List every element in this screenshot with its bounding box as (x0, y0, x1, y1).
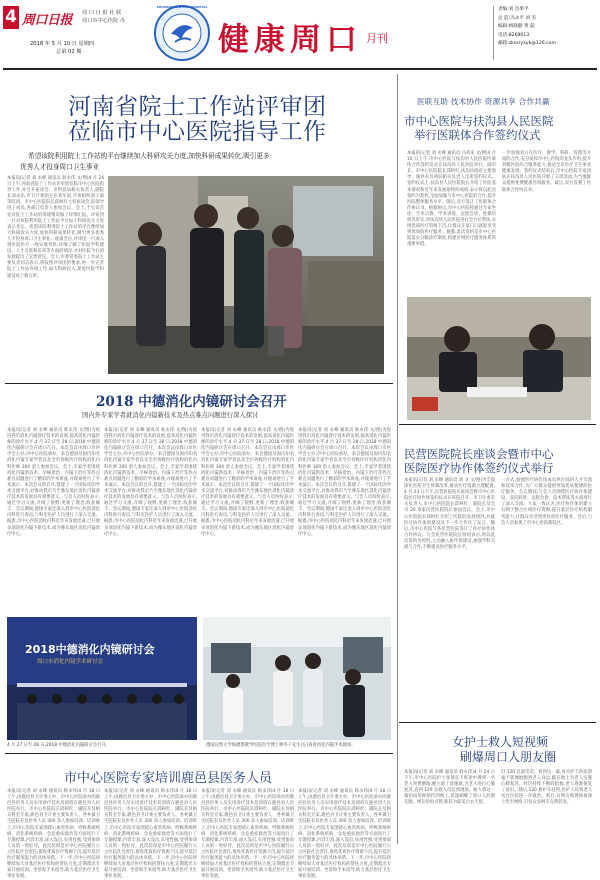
section-title: 健康周口 (218, 22, 362, 58)
article1-photo (108, 176, 384, 374)
left-divider-1 (5, 383, 393, 384)
right-top-body-col1: 本报讯(记者 刘 永峰 通讯员 马鸿来 文/图)4 月 10 日上午,市中心医院与扶沟县人民医院医联体合作签约仪式在扶沟县人民医院举行。副市长、市中心医院院长邱柯红,扶沟县政府主要领导、副县长及两院相关负责人出席签约仪式。签约仪式上,扶沟县人民医院院长介绍了医院基本情况和近年来发展取得的成绩,表示将以此次签约为契机,全面加强与市中心医院的合作,提升医院整体服务水平。随后,双方签订了医联体合作协议书。根据协议,市中心医院将通过专家坐诊、手术示教、学术讲座、远程会诊、进修培训等形式,对扶沟县人民医院进行全方位帮扶,实现优质医疗资源下沉,让群众在家门口就能享受到优质的医疗服务。据悉,此次签约是市中心医院落实分级诊疗制度,构建区域医疗服务体系的重要举措。 (407, 151, 496, 248)
symposium-stage-image (7, 617, 197, 740)
right-bot-headline-2: 刷爆周口人朋友圈 (460, 750, 557, 764)
editor-line: 编辑:杨晓静 黄 磊 (498, 24, 535, 30)
caption-left: 4 月 27 日至 28 日,2018 中德消化内镜研讨会召开。 (7, 743, 110, 748)
article3-body-col4: 本报讯(记者 刘 永峰 通讯员 韩永伟)4 月 18 日上午,由鹿邑县卫计委主办、市中心医院承办的鹿邑县医务人员实用诊疗技术培训班在鹿邑县人民医院举行。市中心医院院长邱柯红、副院长及相关科室专家,鹿邑县卫计委主要负责人、各乡镇卫生院院长及医务人员 300 余人参加培训。培训班上,市中心医院专家围绕心血管疾病、呼吸系统疾病、消化系统疾病、急危重症救治等方面进行了专题授课,内容丰富,深入浅出,实用性强,受到参训人员的一致好评。此次培训是市中心医院履行公立医院社会责任,推进优质医疗资源下沉,提升基层医疗服务能力的具体举措。下一步,市中心医院将继续加大对基层医疗机构的帮扶力度,定期派出专家开展培训、坐诊和手术指导,助力基层医疗卫生事业发展。 (298, 789, 391, 880)
signing-photo (407, 297, 591, 420)
caption-right: 德国汉堡大学海德堡教学医院医学博士林冬子先生(左)查看消化内镜手术现场。 (206, 743, 356, 748)
date: 2018 年 5 月 10 日 星期四 (30, 41, 95, 47)
article3-body-col3: 本报讯(记者 刘 永峰 通讯员 韩永伟)4 月 18 日上午,由鹿邑县卫计委主办、市中心医院承办的鹿邑县医务人员实用诊疗技术培训班在鹿邑县人民医院举行。市中心医院院长邱柯红、副院长及相关科室专家,鹿邑县卫计委主要负责人、各乡镇卫生院院长及医务人员 300 余人参加培训。培训班上,市中心医院专家围绕心血管疾病、呼吸系统疾病、消化系统疾病、急危重症救治等方面进行了专题授课,内容丰富,深入浅出,实用性强,受到参训人员的一致好评。此次培训是市中心医院履行公立医院社会责任,推进优质医疗资源下沉,提升基层医疗服务能力的具体举措。下一步,市中心医院将继续加大对基层医疗机构的帮扶力度,定期派出专家开展培训、坐诊和手术指导,助力基层医疗卫生事业发展。 (201, 789, 294, 880)
editor-line: 邮箱:zkssryxyk@126.com (498, 41, 556, 47)
article3-body-col1: 本报讯(记者 刘 永峰 通讯员 韩永伟)4 月 18 日上午,由鹿邑县卫计委主办、市中心医院承办的鹿邑县医务人员实用诊疗技术培训班在鹿邑县人民医院举行。市中心医院院长邱柯红、副院长及相关科室专家,鹿邑县卫计委主要负责人、各乡镇卫生院院长及医务人员 300 余人参加培训。培训班上,市中心医院专家围绕心血管疾病、呼吸系统疾病、消化系统疾病、急危重症救治等方面进行了专题授课,内容丰富,深入浅出,实用性强,受到参训人员的一致好评。此次培训是市中心医院履行公立医院社会责任,推进优质医疗资源下沉,提升基层医疗服务能力的具体举措。下一步,市中心医院将继续加大对基层医疗机构的帮扶力度,定期派出专家开展培训、坐诊和手术指导,助力基层医疗卫生事业发展。 (7, 789, 100, 880)
right-mid-body-col2: 一方式,加强医疗协作体成员单位间的人才交流和技术合作,为广大群众提供更加优质便捷的医疗服务。会议期间,与会人员围绕医疗协作体建设、双向转诊、远程会诊、技术帮扶等方面进行了深入交流。大家一致认为,医疗协作体的建立有利于整合区域医疗资源,提升基层医疗机构服务能力,让群众享受到更好的医疗服务。会后,与会人员参观了市中心医院新院区。 (501, 478, 592, 526)
left-divider-2 (5, 753, 393, 754)
right-mid-body-col1: 本报讯(记者 刘 永峰 通讯员 刘 文 文/图)为全面深化医药卫生体制改革,推动医疗资源合理配置,4 月 23 日下午,民营医院院长座谈会暨市中心医院医疗协作体签约仪式在该院召开。市卫计委有关负责人,市中心医院院长邱柯红、副院长及全市 20 余家民营医院院长参加会议。会上,市中心医院院长邱柯红介绍了医院的发展情况,并就医疗协作体的建设及下一步合作作了发言。随后,市中心医院与各民营医院签订了医疗协作体合作协议。与会民营医院院长纷纷表示,将以此次签约为契机,主动融入协作体建设,加强学科交流与合作,不断提高医疗服务水平。 (404, 478, 496, 551)
paper-name: 周口日报 (22, 13, 73, 28)
article1-deck-1: 希望该院利用院士工作站的平台继续加大科研攻关力度,加快科研成果转化,吸引更多 (28, 152, 270, 160)
right-mid-headline-2: 医院医疗协作体签约仪式举行 (404, 461, 554, 475)
right-bot-body-col1: 本报讯(记者 刘 永峰 通讯员 韩永伟)4 月 24 日下午,市中心医院护士张倩在下班途中遇到一名老人突然倒地,她立即上前施救,为老人进行心肺复苏,直到 120 急救人员赶到现场。路人将这一幕拍成短视频传到网上,迅速刷爆了周口人的朋友圈。网友纷纷点赞,称其为最美白衣天使。 (404, 770, 495, 806)
editor-line: 责编:刘 昌果平 (498, 7, 529, 12)
article1-deck-2: 优秀人才投身周口卫生事业 (20, 163, 100, 171)
article2-subheadline: 国内外专家学者就消化内镜新技术及热点难点问题进行深入探讨 (82, 412, 259, 419)
right-divider-1 (399, 424, 596, 425)
article2-body-col3: 本报讯(记者 刘 永峰 通讯员 耿永伟 文/图)为促进我市消化内镜诊疗技术的发展,提高消化内镜医师的诊疗水平,4 月 27 日至 28 日,2018 中德消化内镜研讨会在周口召开。本次会议由周口市医学会主办,市中心医院承办。来自德国及国内知名消化内镜专家学者以及全市各级医疗机构消化内科医师 300 余人参加会议。会上,专家学者围绕消化内镜新技术、早癌诊治、内镜下治疗等热点难点问题进行了精彩的学术讲座,并现场进行了手术演示。本次会议的召开,搭建了一个国际化的学术交流平台,对推动我市乃至豫东地区消化内镜诊疗技术的发展具有重要意义。与会人员纷纷表示,通过学习交流,开阔了视野,更新了理念,收获颇丰。会议期间,德国专家还深入到市中心医院消化内科进行查房,与科室医护人员进行了深入交流。据悉,市中心医院消化内科近年来发展迅速,已开展多项消化内镜下新技术,成为豫东地区消化内镜诊疗中心。 (201, 428, 294, 537)
section-suffix: 月刊 (366, 32, 388, 45)
right-divider-2 (399, 722, 596, 723)
banner-title: 2018中德消化内镜研讨会 (25, 643, 155, 656)
article3-body-col2: 本报讯(记者 刘 永峰 通讯员 韩永伟)4 月 18 日上午,由鹿邑县卫计委主办、市中心医院承办的鹿邑县医务人员实用诊疗技术培训班在鹿邑县人民医院举行。市中心医院院长邱柯红、副院长及相关科室专家,鹿邑县卫计委主要负责人、各乡镇卫生院院长及医务人员 300 余人参加培训。培训班上,市中心医院专家围绕心血管疾病、呼吸系统疾病、消化系统疾病、急危重症救治等方面进行了专题授课,内容丰富,深入浅出,实用性强,受到参训人员的一致好评。此次培训是市中心医院履行公立医院社会责任,推进优质医疗资源下沉,提升基层医疗服务能力的具体举措。下一步,市中心医院将继续加大对基层医疗机构的帮扶力度,定期派出专家开展培训、坐诊和手术指导,助力基层医疗卫生事业发展。 (104, 789, 197, 880)
hospital-visit-photo (108, 176, 384, 374)
right-bot-headline-1: 女护士救人短视频 (452, 735, 549, 749)
editor-line: 总 监:冯永平 刘 杰 (498, 15, 537, 21)
editor-divider (493, 6, 494, 60)
endoscopy-room-image (203, 617, 391, 740)
article2-body-col1: 本报讯(记者 刘 永峰 通讯员 耿永伟 文/图)为促进我市消化内镜诊疗技术的发展,提高消化内镜医师的诊疗水平,4 月 27 日至 28 日,2018 中德消化内镜研讨会在周口召开。本次会议由周口市医学会主办,市中心医院承办。来自德国及国内知名消化内镜专家学者以及全市各级医疗机构消化内科医师 300 余人参加会议。会上,专家学者围绕消化内镜新技术、早癌诊治、内镜下治疗等热点难点问题进行了精彩的学术讲座,并现场进行了手术演示。本次会议的召开,搭建了一个国际化的学术交流平台,对推动我市乃至豫东地区消化内镜诊疗技术的发展具有重要意义。与会人员纷纷表示,通过学习交流,开阔了视野,更新了理念,收获颇丰。会议期间,德国专家还深入到市中心医院消化内科进行查房,与科室医护人员进行了深入交流。据悉,市中心医院消化内科近年来发展迅速,已开展多项消化内镜下新技术,成为豫东地区消化内镜诊疗中心。 (7, 428, 100, 537)
publisher-line-1: 周 口 日 报 社 联 (82, 10, 122, 16)
article2-headline: 2018 中德消化内镜研讨会召开 (96, 394, 287, 410)
article3-headline: 市中心医院专家培训鹿邑县医务人员 (64, 771, 273, 786)
signing-photo-image (407, 297, 591, 420)
article1-body: 本报讯(记者 刘 永峰 通讯员 耿永伟 文/图)4 月 24 日上午,河南省院士工作站评审团莅临市中心医院指导工作,并召开座谈会。市科技局相关负责人,副院长刘永乐,市卫计委副主任刘军国,市委组织部干部等陪同。市中心医院院长邱柯红主持座谈会,院领导班子成员,各部门负责人参加会议。会上,于宝章首先对院士工作站的筹建情况做了详细汇报。评审团一行对该院利用院士工作站平台加大科研攻关力度表示肯定。希望该院利用院士工作站的平台继续加大科研攻关力度,加快科研成果转化,吸引更多优秀人才投身周口卫生事业。座谈会后,评审团一行深入到医院医疗一线实地考察,详细了解了医院学科建设、人才引进和培养等方面的情况,并对医院今后的发展提出了宝贵意见。会上,市委常委院士工作站主要负责同志表示,将按照评审团的要求,进一步完善院士工作站各项工作,加大科研投入,促进医院学科建设再上新台阶。 (7, 176, 104, 279)
banner-subtitle: 周口市消化内镜学术研讨会 (37, 659, 104, 665)
article2-body-col2: 本报讯(记者 刘 永峰 通讯员 耿永伟 文/图)为促进我市消化内镜诊疗技术的发展,提高消化内镜医师的诊疗水平,4 月 27 日至 28 日,2018 中德消化内镜研讨会在周口召开。本次会议由周口市医学会主办,市中心医院承办。来自德国及国内知名消化内镜专家学者以及全市各级医疗机构消化内科医师 300 余人参加会议。会上,专家学者围绕消化内镜新技术、早癌诊治、内镜下治疗等热点难点问题进行了精彩的学术讲座,并现场进行了手术演示。本次会议的召开,搭建了一个国际化的学术交流平台,对推动我市乃至豫东地区消化内镜诊疗技术的发展具有重要意义。与会人员纷纷表示,通过学习交流,开阔了视野,更新了理念,收获颇丰。会议期间,德国专家还深入到市中心医院消化内科进行查房,与科室医护人员进行了深入交流。据悉,市中心医院消化内科近年来发展迅速,已开展多项消化内镜下新技术,成为豫东地区消化内镜诊疗中心。 (104, 428, 197, 537)
symposium-photo (7, 617, 197, 740)
page-number: 4 (5, 7, 17, 27)
right-top-banner: 医联互助 技术协作 资源共享 合作共赢 (417, 97, 550, 106)
editor-line: 电话:8269013 (498, 32, 530, 38)
logo-text: ZHOUKOU CENTRAL HOSPITAL (156, 5, 208, 9)
right-top-body-col2: 一步加强双方在医疗、教学、科研、管理等方面的合作,充分发挥市中心医院的龙头作用,提升县级医院综合服务能力,推动全市医疗卫生事业健康发展。签约仪式结束后,市中心医院专家团队在扶沟县人民医院开展了义诊活动,为当地群众提供免费健康咨询服务。最后,双方签署了医联体合作协议书。 (502, 151, 591, 193)
endoscopy-photo (203, 617, 391, 740)
right-top-headline-2: 举行医联体合作签约仪式 (414, 128, 541, 142)
right-mid-headline-1: 民营医院院长座谈会暨市中心 (404, 447, 554, 461)
article1-headline-1: 河南省院士工作站评审团 (68, 94, 327, 120)
right-top-headline-1: 市中心医院与扶沟县人民医院 (404, 114, 554, 128)
issue-number: 总第 02 期 (56, 49, 82, 55)
hospital-logo-icon (153, 4, 211, 62)
masthead (0, 0, 600, 70)
masthead-rule (3, 68, 597, 70)
hospital-logo (153, 4, 211, 62)
article1-headline-2: 莅临市中心医院指导工作 (68, 119, 327, 145)
right-bot-body-col2: 打 120 急救电话。看到这一幕,身为护士的张倩毫不犹豫地跑到老人身边,跪在地上为老人实施心肺复苏。经过持续不断的抢救,老人逐渐恢复了意识。随后,120 救护车赶到,医护人员将老人送往医院进一步救治。事后,有网友将现场视频上传至网络,引发众多网友点赞转发。 (501, 770, 592, 806)
publisher-line-2: 周口市中心医院 办 (82, 18, 126, 24)
editor-info (498, 6, 600, 49)
article2-body-col4: 本报讯(记者 刘 永峰 通讯员 耿永伟 文/图)为促进我市消化内镜诊疗技术的发展,提高消化内镜医师的诊疗水平,4 月 27 日至 28 日,2018 中德消化内镜研讨会在周口召开。本次会议由周口市医学会主办,市中心医院承办。来自德国及国内知名消化内镜专家学者以及全市各级医疗机构消化内科医师 300 余人参加会议。会上,专家学者围绕消化内镜新技术、早癌诊治、内镜下治疗等热点难点问题进行了精彩的学术讲座,并现场进行了手术演示。本次会议的召开,搭建了一个国际化的学术交流平台,对推动我市乃至豫东地区消化内镜诊疗技术的发展具有重要意义。与会人员纷纷表示,通过学习交流,开阔了视野,更新了理念,收获颇丰。会议期间,德国专家还深入到市中心医院消化内科进行查房,与科室医护人员进行了深入交流。据悉,市中心医院消化内科近年来发展迅速,已开展多项消化内镜下新技术,成为豫东地区消化内镜诊疗中心。 (298, 428, 391, 537)
page-number-box (3, 6, 19, 29)
column-divider (397, 74, 398, 844)
